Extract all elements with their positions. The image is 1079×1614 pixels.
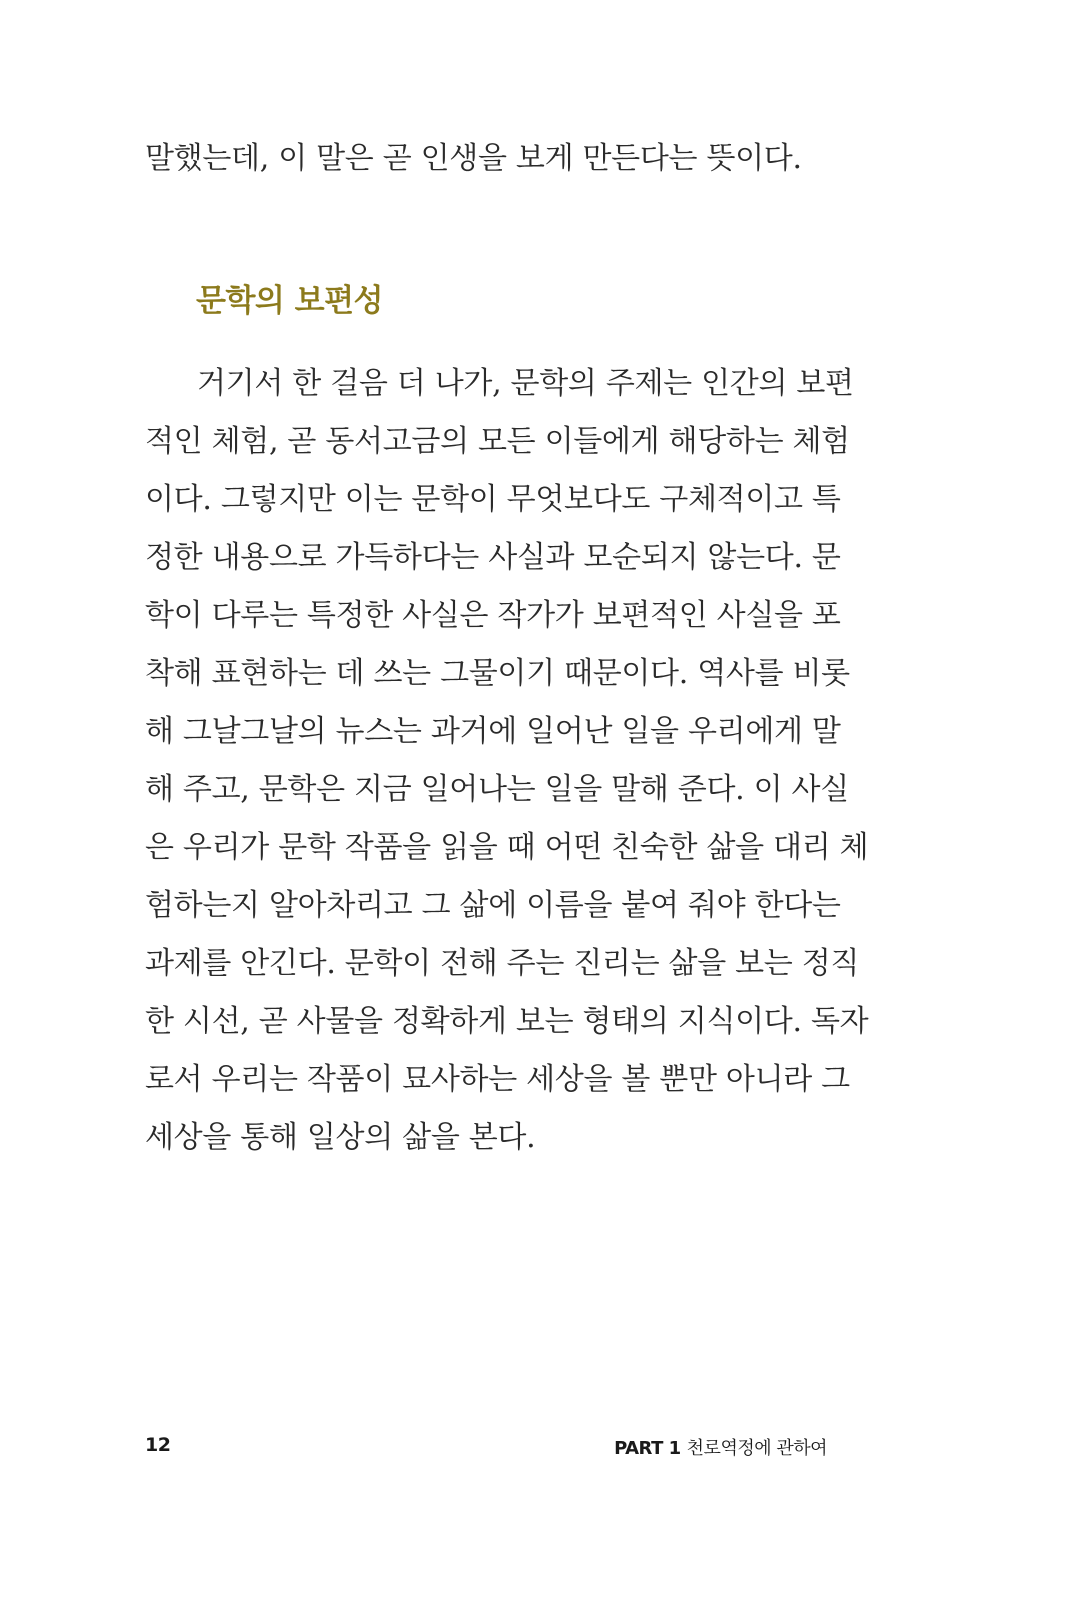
body-line: 착해 표현하는 데 쓰는 그물이기 때문이다. 역사를 비롯 <box>145 656 850 691</box>
running-footer <box>614 1434 827 1460</box>
body-line: 해 그날그날의 뉴스는 과거에 일어난 일을 우리에게 말 <box>145 714 841 749</box>
body-line: 험하는지 알아차리고 그 삶에 이름을 붙여 줘야 한다는 <box>145 888 841 923</box>
body-line: 로서 우리는 작품이 묘사하는 세상을 볼 뿐만 아니라 그 <box>145 1062 850 1097</box>
part-label: PART 1 <box>614 1438 681 1459</box>
intro-paragraph: 말했는데, 이 말은 곧 인생을 보게 만든다는 뜻이다. <box>145 141 802 176</box>
body-line: 거기서 한 걸음 더 나가, 문학의 주제는 인간의 보편 <box>197 366 854 401</box>
body-line: 이다. 그렇지만 이는 문학이 무엇보다도 구체적이고 특 <box>145 482 841 517</box>
section-body <box>145 355 869 1167</box>
body-line: 은 우리가 문학 작품을 읽을 때 어떤 친숙한 삶을 대리 체 <box>145 830 869 865</box>
page-number: 12 <box>145 1434 171 1456</box>
body-line: 정한 내용으로 가득하다는 사실과 모순되지 않는다. 문 <box>145 540 841 575</box>
body-line: 한 시선, 곧 사물을 정확하게 보는 형태의 지식이다. 독자 <box>145 1004 869 1039</box>
body-line: 학이 다루는 특정한 사실은 작가가 보편적인 사실을 포 <box>145 598 841 633</box>
body-line: 해 주고, 문학은 지금 일어나는 일을 말해 준다. 이 사실 <box>145 772 849 807</box>
section-heading: 문학의 보편성 <box>196 283 383 319</box>
body-line: 세상을 통해 일상의 삶을 본다. <box>145 1120 536 1155</box>
body-line: 과제를 안긴다. 문학이 전해 주는 진리는 삶을 보는 정직 <box>145 946 860 981</box>
chapter-title: 천로역정에 관하여 <box>686 1438 827 1459</box>
body-line: 적인 체험, 곧 동서고금의 모든 이들에게 해당하는 체험 <box>145 424 850 459</box>
